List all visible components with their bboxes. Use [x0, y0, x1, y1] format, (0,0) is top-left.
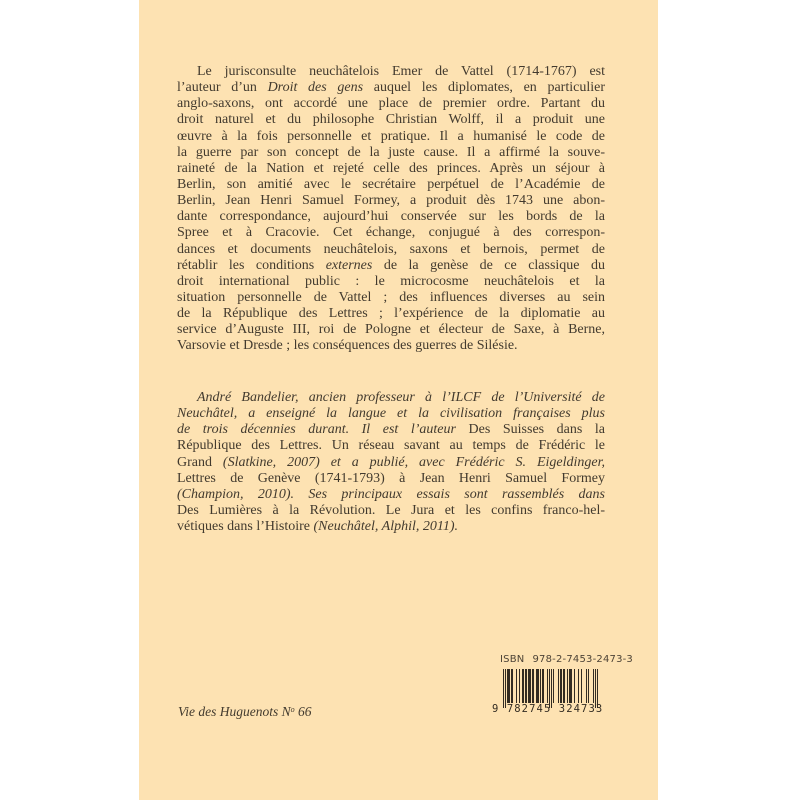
text-line: Spree et à Cracovie. Cet échange, conjugué à des correspon-: [177, 225, 605, 241]
text-line: anglo-saxons, ont accordé une place de premier ordre. Partant du: [177, 96, 605, 112]
text-line: la guerre par son concept de la juste cause. Il a affirmé la souve-: [177, 144, 605, 160]
text-line: Berlin, son amitié avec le secrétaire perpétuel de l’Académie de: [177, 176, 605, 192]
collection-label: [178, 704, 311, 720]
author-bio-paragraph: [177, 390, 605, 535]
collection-number: 66: [294, 704, 312, 719]
isbn-line: [500, 654, 633, 665]
text-line: (Champion, 2010). Ses principaux essais sont rassemblés dans: [177, 486, 605, 502]
text-line: œuvre à la fois personnelle et pratique. Il a humanisé le code de: [177, 128, 605, 144]
text-line: service d’Auguste III, roi de Pologne et électeur de Saxe, à Berne,: [177, 322, 605, 338]
isbn-number: 978-2-7453-2473-3: [532, 654, 633, 665]
text-line: Lettres de Genève (1741-1793) à Jean Henri Samuel Formey: [177, 470, 605, 486]
text-line: Varsovie et Dresde ; les conséquences des guerres de Silésie.: [177, 338, 518, 354]
collection-number-ordinal: o: [290, 705, 295, 714]
text-line: République des Lettres. Un réseau savant au temps de Frédéric le: [177, 438, 605, 454]
text-line: Le jurisconsulte neuchâtelois Emer de Vattel (1714-1767) est: [197, 64, 605, 79]
back-cover: [139, 0, 658, 800]
text-line: rétablir les conditions externes de la genèse de ce classique du: [177, 257, 605, 273]
text-line: droit international public : le microcosme neuchâtelois et la: [177, 273, 605, 289]
text-line: dances et documents neuchâtelois, saxons et bernois, permet de: [177, 241, 605, 257]
text-line: vétiques dans l’Histoire (Neuchâtel, Alphil, 2011).: [177, 519, 458, 535]
blurb-paragraph: [177, 64, 605, 355]
text-line: Berlin, Jean Henri Samuel Formey, a produit dès 1743 une abon-: [177, 193, 605, 209]
collection-name: Vie des Huguenots N: [178, 704, 291, 719]
text-line: Neuchâtel, a enseigné la langue et la civilisation françaises plus: [177, 406, 605, 422]
text-line: André Bandelier, ancien professeur à l’ILCF de l’Université de: [197, 390, 605, 405]
text-line: raineté de la Nation et rejeté celle des princes. Après un séjour à: [177, 160, 605, 176]
text-line: de trois décennies durant. Il est l’auteur Des Suisses dans la: [177, 422, 606, 438]
text-line: situation personnelle de Vattel ; des influences diverses au sein: [177, 289, 605, 305]
text-line: l’auteur d’un Droit des gens auquel les diplomates, en particulier: [177, 80, 605, 96]
text-line: dante correspondance, aujourd’hui conservée sur les bords de la: [177, 209, 605, 225]
text-line: Des Lumières à la Révolution. Le Jura et les confins franco-hel-: [177, 502, 605, 518]
barcode-digits: 9 782745 324733: [492, 703, 604, 715]
isbn-label: ISBN: [500, 654, 525, 665]
text-line: droit naturel et du philosophe Christian Wolff, il a produit une: [177, 112, 605, 128]
text-line: de la République des Lettres ; l’expérience de la diplomatie au: [177, 306, 605, 322]
text-line: Grand (Slatkine, 2007) et a publié, avec Frédéric S. Eigeldinger,: [177, 454, 605, 470]
